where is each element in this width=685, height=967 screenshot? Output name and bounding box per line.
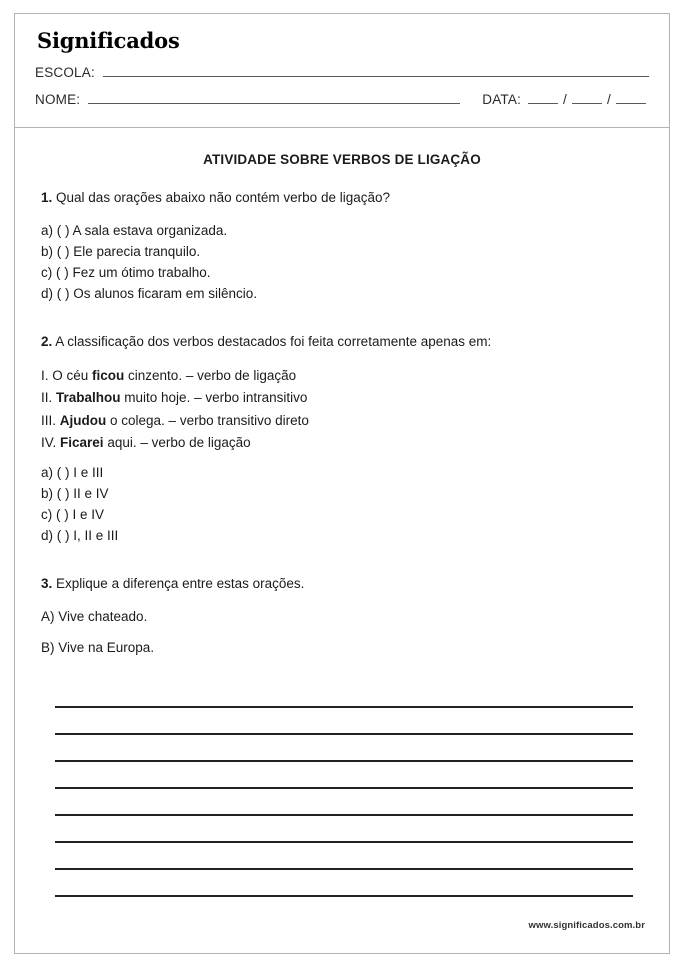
statement-iv-suffix: aqui. – verbo de ligação [103,434,251,450]
question-2-stem [41,333,643,351]
spacer-after-question-2 [41,547,643,575]
school-input-rule[interactable] [103,65,649,77]
question-1-option-c[interactable]: c) ( ) Fez um ótimo trabalho. [41,265,211,281]
statement-ii-prefix: II. [41,390,57,406]
answer-line[interactable] [55,789,633,816]
answer-line[interactable] [55,762,633,789]
question-1-number: 1. [41,190,53,205]
question-2-statement-ii [41,387,643,409]
answer-line[interactable] [55,708,633,735]
question-1-option-b[interactable]: b) ( ) Ele parecia tranquilo. [41,244,201,260]
question-1-option-d[interactable]: d) ( ) Os alunos ficaram em silêncio. [41,285,258,301]
statement-ii-suffix: muito hoje. – verbo intransitivo [120,390,308,406]
statement-iii-prefix: III. [41,412,60,428]
brand-logo: Significados [37,28,180,53]
footer-website[interactable]: www.significados.com.br [528,920,645,931]
statement-i-prefix: I. O céu [41,368,93,384]
question-1-stem [41,189,643,207]
question-3-item-a: A) Vive chateado. [41,609,148,625]
question-1-option-a[interactable]: a) ( ) A sala estava organizada. [41,223,228,239]
answer-line[interactable] [55,816,633,843]
question-2-option-c[interactable]: c) ( ) I e IV [41,507,105,523]
date-separator-2: / [606,92,611,107]
statement-i-suffix: cinzento. – verbo de ligação [124,368,297,384]
statement-iv-verb: Ficarei [60,434,104,450]
name-label: NOME: [35,92,81,107]
date-label: DATA: [482,92,522,107]
date-day-rule[interactable] [528,92,558,104]
spacer-before-question-2-options [41,454,643,463]
page-header [15,14,669,128]
school-field-row [35,65,649,80]
worksheet-page [14,13,670,954]
question-3-number: 3. [41,575,53,591]
statement-iv-prefix: IV. [41,434,61,450]
name-date-field-row [35,92,649,107]
answer-line[interactable] [55,681,633,708]
spacer-after-question-1 [41,305,643,333]
question-3-text: Explique a diferença entre estas orações. [56,575,305,591]
school-label: ESCOLA: [35,65,95,80]
question-2-option-a[interactable]: a) ( ) I e III [41,465,104,481]
page-title: ATIVIDADE SOBRE VERBOS DE LIGAÇÃO [203,152,481,167]
answer-lines-area[interactable] [41,681,643,897]
question-3-stem [41,575,643,593]
statement-ii-verb: Trabalhou [56,390,121,406]
answer-line[interactable] [55,735,633,762]
question-2-number: 2. [41,333,53,349]
question-2-statement-iv [41,432,643,454]
question-2-statement-iii [41,410,643,432]
statement-i-verb: ficou [92,368,125,384]
statement-iii-suffix: o colega. – verbo transitivo direto [106,412,309,428]
question-2-option-b[interactable]: b) ( ) II e IV [41,486,109,502]
question-1-text: Qual das orações abaixo não contém verbo de ligação? [56,190,390,205]
date-month-rule[interactable] [572,92,602,104]
name-input-rule[interactable] [88,92,460,104]
question-3-item-b: B) Vive na Europa. [41,640,155,656]
date-field-group [482,92,646,107]
answer-line[interactable] [55,870,633,897]
date-year-rule[interactable] [616,92,646,104]
question-2-statement-i [41,365,643,387]
answer-line[interactable] [55,843,633,870]
worksheet-content [15,128,669,897]
statement-iii-verb: Ajudou [59,412,107,428]
question-2-option-d[interactable]: d) ( ) I, II e III [41,527,119,543]
date-separator-1: / [563,92,567,107]
question-2-text: A classificação dos verbos destacados foi feita corretamente apenas em: [55,333,492,349]
